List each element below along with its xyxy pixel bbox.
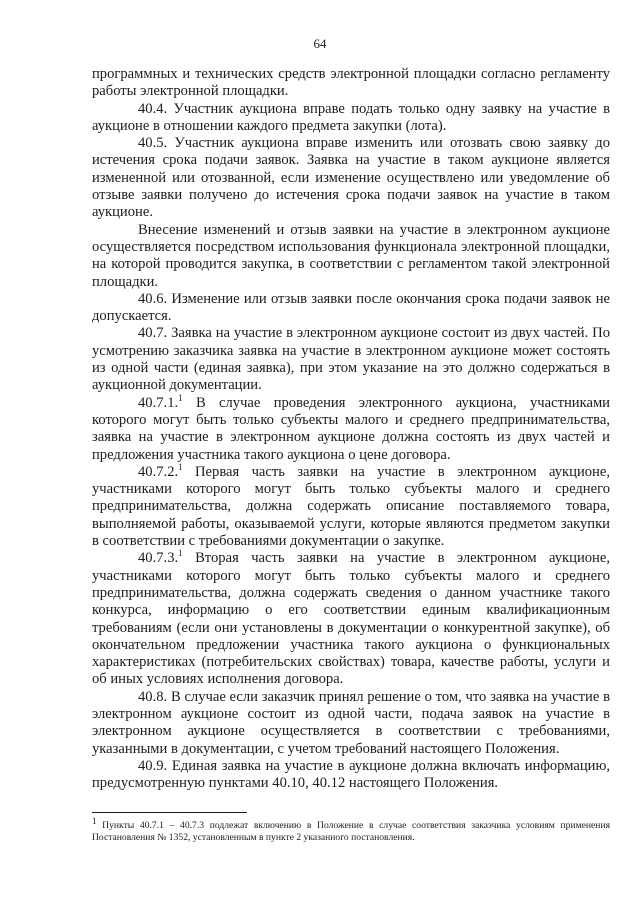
paragraph-continuation: программных и технических средств электронной площадки согласно регламенту работы электронной площадки. <box>92 66 610 100</box>
clause-number: 40.7.1. <box>138 394 179 411</box>
paragraph-text: В случае проведения электронного аукциона, участниками которого могут быть только субъекты малого и среднего предпринимательства, заявка на участие в электронном аукционе должна состоять из двух частей и предложения участника такого аукциона о цене договора. <box>92 394 610 463</box>
paragraph-text: Вторая часть заявки на участие в электронном аукционе, участниками которого могут быть только субъекты малого и среднего предпринимательства, должна содержать сведения о данном участнике такого конкурса, информацию о его соответствии единым квалификационным требованиям (если они установлены в документации о конкурентной закупке), об окончательном предложении участника такого аукциона о функциональных характеристиках (потребительских свойствах) товара, качестве работы, услуги и об иных условиях исполнения договора. <box>92 550 610 688</box>
footnote-text: Пункты 40.7.1 – 40.7.3 подлежат включению в Положение в случае соответствия заказчика условиям применения Постановления № 1352, установленным в пункте 2 указанного постановления. <box>92 820 610 843</box>
paragraph-text: Первая часть заявки на участие в электронном аукционе, участниками которого могут быть только субъекты малого и среднего предпринимательства, должна содержать описание поставляемого товара, выполняемой работы, оказываемой услуги, которые являются предметом закупки в соответствии с требованиями документации о закупке. <box>92 463 610 550</box>
footnote-number: 1 <box>92 815 97 826</box>
clause-number: 40.7.3. <box>138 550 179 567</box>
paragraph-40-9: 40.9. Единая заявка на участие в аукционе должна включать информацию, предусмотренную пунктами 40.10, 40.12 настоящего Положения. <box>92 757 610 792</box>
paragraph-40-7-1 <box>92 392 610 464</box>
paragraph-changes: Внесение изменений и отзыв заявки на участие в электронном аукционе осуществляется посредством использования функционала электронной площадки, на которой проводится закупка, в соответствии с регламентом такой электронной площадки. <box>92 221 610 290</box>
paragraph-40-4: 40.4. Участник аукциона вправе подать только одну заявку на участие в аукционе в отношении каждого предмета закупки (лота). <box>92 100 610 134</box>
paragraph-40-6: 40.6. Изменение или отзыв заявки после окончания срока подачи заявок не допускается. <box>92 290 610 325</box>
paragraph-40-7-3 <box>92 550 610 688</box>
page-number: 64 <box>313 36 327 51</box>
footnote-marker: 1 <box>178 392 183 403</box>
clause-number: 40.7.2. <box>138 463 179 480</box>
paragraph-40-5: 40.5. Участник аукциона вправе изменить или отозвать свою заявку до истечения срока подачи заявок. Заявка на участие в таком аукционе является измененной или отозванной, если изменение осуществлено или уведомление об отзыве заявки получено до истечения срока подачи заявок на участие в таком аукционе. <box>92 135 610 221</box>
paragraph-40-7-2 <box>92 461 610 550</box>
footnote-divider <box>92 812 247 813</box>
footnote <box>92 815 610 844</box>
paragraph-40-8: 40.8. В случае если заказчик принял решение о том, что заявка на участие в электронном аукционе состоит из одной части, подача заявок на участие в электронном аукционе осуществляется в соответствии с требованиями, указанными в документации, с учетом требований настоящего Положения. <box>92 688 610 757</box>
footnote-marker: 1 <box>178 461 183 472</box>
paragraph-40-7: 40.7. Заявка на участие в электронном аукционе состоит из двух частей. По усмотрению заказчика заявка на участие в электронном аукционе может состоять из одной части (единая заявка), при этом указание на это должно содержаться в аукционной документации. <box>92 325 610 394</box>
footnote-marker: 1 <box>178 548 183 559</box>
page-body <box>92 66 610 792</box>
